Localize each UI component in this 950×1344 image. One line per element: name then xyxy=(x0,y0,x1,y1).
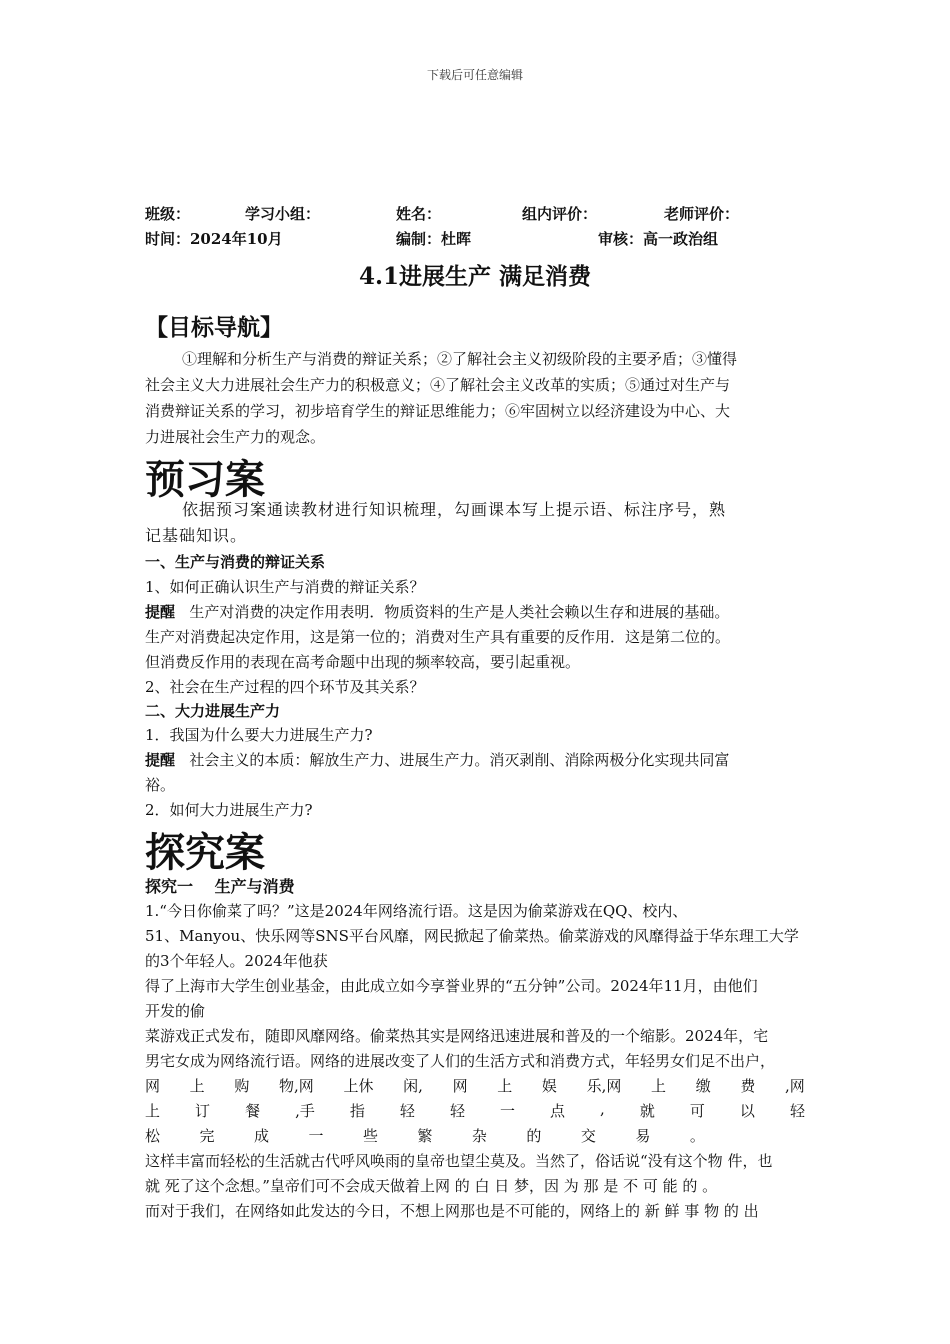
explore-line: 男宅女成为网络流行语。网络的进展改变了人们的生活方式和消费方式，年轻男女们足不出户， xyxy=(145,1052,776,1070)
word: 上休 xyxy=(343,1077,374,1095)
explore-line: 1.“今日你偷菜了吗？”这是2024年网络流行语。这是因为偷菜游戏在QQ、校内、 xyxy=(145,902,688,920)
word: 购 xyxy=(234,1077,250,1095)
spread-line-1 xyxy=(145,1075,805,1096)
preview-heading: 预习案 xyxy=(145,457,265,503)
goals-line: 消费辩证关系的学习，初步培育学生的辩证思维能力；⑥牢固树立以经济建设为中心、大 xyxy=(145,402,731,420)
tip-1-line-2: 生产对消费起决定作用，这是第一位的；消费对生产具有重要的反作用．这是第二位的。 xyxy=(145,628,731,646)
explore-line: 就 死了这个念想。”皇帝们可不会成天做着上网 的 白 日 梦，因 为 那 是 不 可 能 的 。 xyxy=(145,1177,718,1195)
word: 成 xyxy=(253,1127,269,1145)
explore-line: 得了上海市大学生创业基金，由此成立如今享誉业界的“五分钟”公司。2024年11月，由他们 xyxy=(145,977,758,995)
spread-line-2 xyxy=(145,1100,805,1121)
page-title: 4.1进展生产 满足消费 xyxy=(358,263,592,290)
word: 上 xyxy=(497,1077,513,1095)
explore-line: 这样丰富而轻松的生活就古代呼风唤雨的皇帝也望尘莫及。当然了，俗话说“没有这个物 件，也 xyxy=(145,1152,773,1170)
section1-heading: 一、生产与消费的辩证关系 xyxy=(145,553,326,571)
study-group-label: 学习小组： xyxy=(245,205,321,223)
explore-line: 51、Manyou、快乐网等SNS平台风靡，网民掀起了偷菜热。偷菜游戏的风靡得益于华东理工大学 xyxy=(145,927,799,945)
word: 些 xyxy=(362,1127,378,1145)
time-label: 时间：2024年10月 xyxy=(145,230,283,248)
tip-1 xyxy=(145,601,729,622)
word: 上 xyxy=(189,1077,205,1095)
download-note: 下载后可任意编辑 xyxy=(426,68,523,82)
goals-line: ①理解和分析生产与消费的辩证关系；②了解社会主义初级阶段的主要矛盾；③懂得 xyxy=(182,350,738,368)
explore-heading: 探究案 xyxy=(145,830,265,876)
word: 就 xyxy=(639,1102,655,1120)
word: 费 xyxy=(740,1077,756,1095)
preview-intro-line: 依据预习案通读教材进行知识梳理，勾画课本写上提示语、标注序号，熟 xyxy=(182,500,727,519)
word: 完 xyxy=(199,1127,215,1145)
word: 订 xyxy=(195,1102,211,1120)
preview-intro-line: 记基础知识。 xyxy=(145,526,248,545)
goals-line: 力进展社会生产力的观念。 xyxy=(145,428,326,446)
word: 。 xyxy=(689,1127,705,1145)
word: 网 xyxy=(452,1077,468,1095)
word: 交 xyxy=(580,1127,596,1145)
word: ,手 xyxy=(295,1102,315,1120)
word: 点 xyxy=(550,1102,566,1120)
word: 易 xyxy=(635,1127,651,1145)
tip-2 xyxy=(145,749,729,770)
tip-1-line-3: 但消费反作用的表现在高考命题中出现的频率较高，要引起重视。 xyxy=(145,653,581,671)
explore-line: 开发的偷 xyxy=(145,1002,206,1020)
word: 杂 xyxy=(471,1127,487,1145)
word: 轻 xyxy=(399,1102,415,1120)
word: 乐,网 xyxy=(586,1077,622,1095)
class-label: 班级： xyxy=(145,205,191,223)
word: 轻 xyxy=(449,1102,465,1120)
goals-text xyxy=(145,346,805,450)
word: 可 xyxy=(689,1102,705,1120)
name-label: 姓名： xyxy=(396,205,442,223)
question-3: 1．我国为什么要大力进展生产力? xyxy=(145,726,373,744)
word: , xyxy=(600,1100,605,1118)
word: 的 xyxy=(526,1127,542,1145)
editor-label: 编制：杜晖 xyxy=(396,230,472,248)
tip-2-line-1: 社会主义的本质：解放生产力、进展生产力。消灭剥削、消除两极分化实现共同富 xyxy=(189,751,730,769)
word: 繁 xyxy=(417,1127,433,1145)
word: 闲, xyxy=(403,1077,423,1095)
word: 网 xyxy=(145,1077,161,1095)
group-eval-label: 组内评价： xyxy=(522,205,598,223)
word: 轻 xyxy=(789,1102,805,1120)
word: 指 xyxy=(349,1102,365,1120)
word: 缴 xyxy=(695,1077,711,1095)
explore-line: 菜游戏正式发布，随即风靡网络。偷菜热其实是网络迅速进展和普及的一个缩影。2024年，宅 xyxy=(145,1027,769,1045)
tip-1-line-1: 生产对消费的决定作用表明．物质资料的生产是人类社会赖以生存和进展的基础。 xyxy=(189,603,730,621)
goals-line: 社会主义大力进展社会生产力的积极意义；④了解社会主义改革的实质；⑤通过对生产与 xyxy=(145,376,731,394)
word: 上 xyxy=(651,1077,667,1095)
word: 以 xyxy=(739,1102,755,1120)
word: 松 xyxy=(145,1127,161,1145)
explore-line: 而对于我们，在网络如此发达的今日，不想上网那也是不可能的，网络上的 新 鲜 事 物 的 出 xyxy=(145,1202,759,1220)
word: ,网 xyxy=(785,1077,805,1095)
teacher-eval-label: 老师评价： xyxy=(664,205,740,223)
word: 物,网 xyxy=(279,1077,314,1095)
tip-label: 提醒 xyxy=(145,751,176,769)
explore-subheading: 探究一 生产与消费 xyxy=(145,877,295,896)
question-2: 2、社会在生产过程的四个环节及其关系？ xyxy=(145,678,425,696)
explore-line: 的3个年轻人。2024年他获 xyxy=(145,952,328,970)
word: 一 xyxy=(308,1127,324,1145)
spread-line-3 xyxy=(145,1125,705,1146)
section2-heading: 二、大力进展生产力 xyxy=(145,702,281,720)
reviewer-label: 审核：高一政治组 xyxy=(598,230,719,248)
tip-label: 提醒 xyxy=(145,603,176,621)
preview-intro xyxy=(145,497,805,549)
goals-heading: 【目标导航】 xyxy=(145,315,283,341)
word: 上 xyxy=(145,1102,161,1120)
tip-2-line-2: 裕。 xyxy=(145,776,176,794)
word: 一 xyxy=(499,1102,515,1120)
question-1: 1、如何正确认识生产与消费的辩证关系？ xyxy=(145,578,425,596)
question-4: 2．如何大力进展生产力? xyxy=(145,801,313,819)
word: 餐 xyxy=(245,1102,261,1120)
word: 娱 xyxy=(541,1077,557,1095)
